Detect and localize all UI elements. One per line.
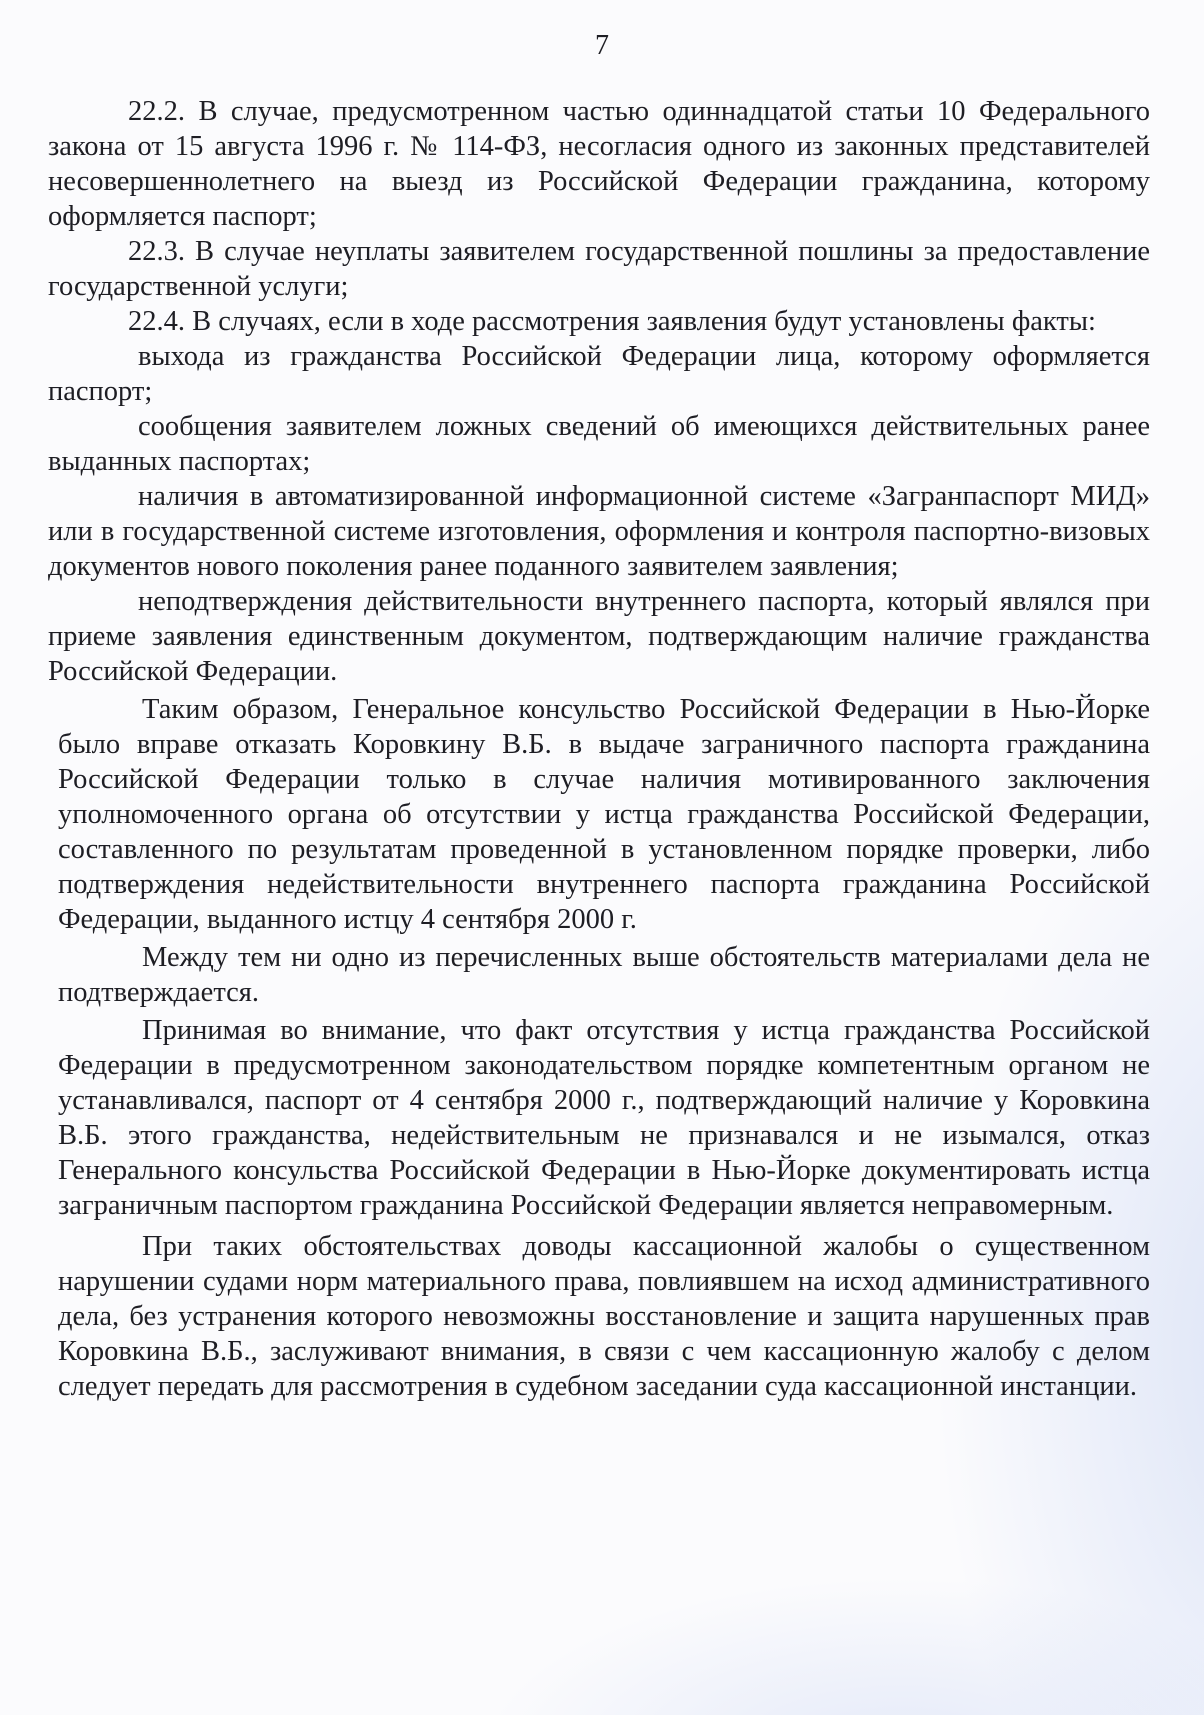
list-item-passport-invalid: неподтверждения действительности внутреннего паспорта, который являлся при приеме заявления единственным документом, подтверждающим наличие гражданства Российской Федерации. — [48, 586, 1150, 687]
document-body — [48, 94, 1150, 1404]
paragraph-cassation: При таких обстоятельствах доводы кассационной жалобы о существенном нарушении судами норм материального права, повлиявшем на исход административного дела, без устранения которого невозможны восстановление и защита нарушенных прав Коровкина В.Б., заслуживают внимания, в связи с чем кассационную жалобу с делом следует передать для рассмотрения в судебном заседании суда кассационной инстанции. — [58, 1231, 1150, 1402]
paragraph-22-2: 22.2. В случае, предусмотренном частью одиннадцатой статьи 10 Федерального закона от 15 августа 1996 г. № 114-ФЗ, несогласия одного из законных представителей несовершеннолетнего на выезд из Российской Федерации гражданина, которому оформляется паспорт; — [48, 96, 1150, 232]
paragraph-22-3: 22.3. В случае неуплаты заявителем государственной пошлины за предоставление государственной услуги; — [48, 236, 1150, 302]
list-item-false-info: сообщения заявителем ложных сведений об имеющихся действительных ранее выданных паспортах; — [48, 411, 1150, 477]
list-item-prior-application: наличия в автоматизированной информационной системе «Загранпаспорт МИД» или в государственной системе изготовления, оформления и контроля паспортно-визовых документов нового поколения ранее поданного заявителем заявления; — [48, 481, 1150, 582]
paragraph-22-4: 22.4. В случаях, если в ходе рассмотрения заявления будут установлены факты: — [128, 306, 1096, 337]
paragraph-not-confirmed: Между тем ни одно из перечисленных выше обстоятельств материалами дела не подтверждается. — [58, 942, 1150, 1008]
list-item-citizenship-exit: выхода из гражданства Российской Федерации лица, которому оформляется паспорт; — [48, 341, 1150, 407]
page-number: 7 — [595, 30, 609, 61]
paragraph-consulate-refusal: Таким образом, Генеральное консульство Российской Федерации в Нью-Йорке было вправе отказать Коровкину В.Б. в выдаче заграничного паспорта гражданина Российской Федерации только в случае наличия мотивированного заключения уполномоченного органа об отсутствии у истца гражданства Российской Федерации, составленного по результатам проведенной в установленном порядке проверки, либо подтверждения недействительности внутреннего паспорта гражданина Российской Федерации, выданного истцу 4 сентября 2000 г. — [58, 694, 1150, 935]
paragraph-conclusion: Принимая во внимание, что факт отсутствия у истца гражданства Российской Федерации в предусмотренном законодательством порядке компетентным органом не устанавливался, паспорт от 4 сентября 2000 г., подтверждающий наличие у Коровкина В.Б. этого гражданства, недействительным не признавался и не изымался, отказ Генерального консульства Российской Федерации в Нью-Йорке документировать истца заграничным паспортом гражданина Российской Федерации является неправомерным. — [58, 1015, 1150, 1221]
